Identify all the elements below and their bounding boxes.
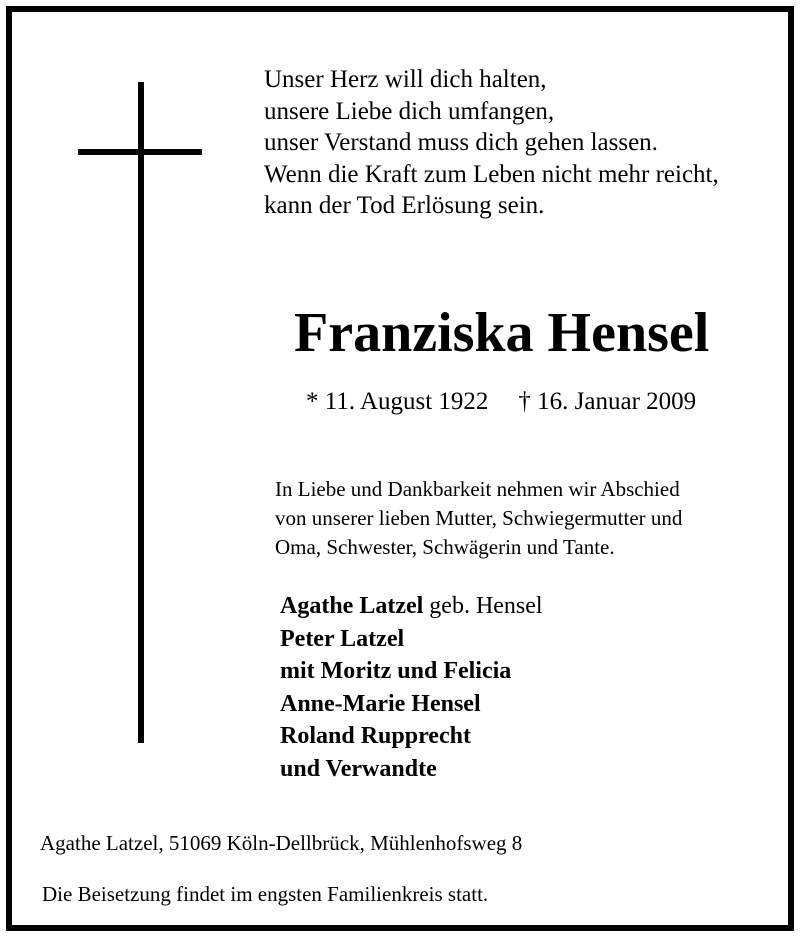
message-line: Oma, Schwester, Schwägerin und Tante. [275, 535, 615, 559]
death-date: † 16. Januar 2009 [518, 388, 697, 415]
mourner-name: Peter Latzel [280, 625, 405, 652]
poem-line: unser Verstand muss dich gehen lassen. [264, 129, 658, 156]
mourner-name: Agathe Latzel [280, 593, 424, 619]
obituary-frame [6, 6, 794, 931]
poem-line: Wenn die Kraft zum Leben nicht mehr reicht, [264, 160, 719, 188]
mourner-name: mit Moritz und Felicia [280, 658, 512, 684]
message-line: von unserer lieben Mutter, Schwiegermutter und [275, 506, 683, 530]
mourner-name: und Verwandte [280, 755, 437, 782]
mourner-line [280, 753, 543, 786]
poem-line: kann der Tod Erlösung sein. [264, 192, 545, 219]
mourner-name: Anne-Marie Hensel [280, 690, 481, 717]
mourners-list [280, 590, 543, 785]
mourner-line [280, 688, 543, 721]
life-dates [306, 387, 696, 417]
message-line: In Liebe und Dankbarkeit nehmen wir Abschied [275, 477, 680, 501]
cross-vertical-bar [138, 82, 144, 743]
mourner-line [280, 623, 543, 656]
poem-line: unsere Liebe dich umfangen, [264, 97, 555, 125]
poem [264, 64, 719, 222]
cross-horizontal-bar [78, 149, 202, 155]
mourner-line [280, 720, 543, 753]
mourner-line [280, 590, 543, 623]
birth-date: * 11. August 1922 [306, 388, 489, 415]
mourner-line [280, 655, 543, 688]
contact-address: Agathe Latzel, 51069 Köln-Dellbrück, Mühlenhofsweg 8 [40, 831, 523, 855]
deceased-name: Franziska Hensel [294, 302, 710, 364]
burial-note: Die Beisetzung findet im engsten Familienkreis statt. [42, 882, 489, 906]
mourner-name: Roland Rupprecht [280, 723, 471, 749]
farewell-message [275, 475, 682, 562]
poem-line: Unser Herz will dich halten, [264, 66, 547, 93]
mourner-birth-name: geb. Hensel [429, 593, 543, 619]
